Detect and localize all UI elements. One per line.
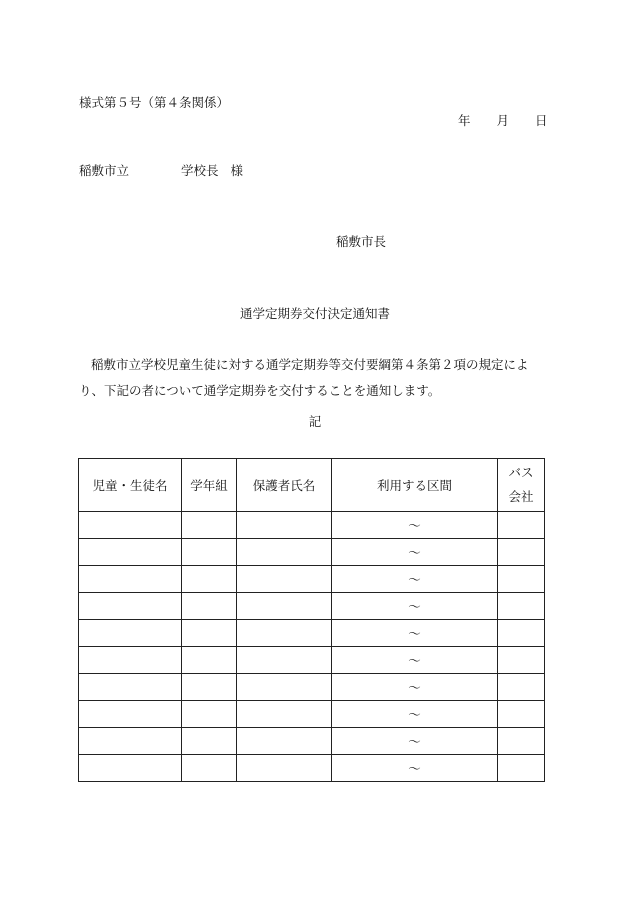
addressee [79, 163, 243, 178]
cell-section: ～ [332, 701, 498, 728]
cell-bus-company [498, 755, 545, 782]
cell-grade-class [182, 755, 237, 782]
student-table [78, 458, 545, 782]
table-row [79, 620, 545, 647]
cell-section: ～ [332, 728, 498, 755]
cell-bus-company [498, 701, 545, 728]
cell-name [79, 755, 182, 782]
header-bus-line2: 会社 [508, 489, 534, 504]
cell-bus-company [498, 620, 545, 647]
header-name: 児童・生徒名 [79, 459, 182, 512]
cell-guardian [237, 674, 332, 701]
cell-section: ～ [332, 755, 498, 782]
form-number: 様式第５号（第４条関係） [79, 95, 230, 110]
cell-grade-class [182, 674, 237, 701]
cell-bus-company [498, 593, 545, 620]
table-row [79, 539, 545, 566]
cell-section: ～ [332, 620, 498, 647]
date-line [458, 113, 548, 128]
header-guardian: 保護者氏名 [237, 459, 332, 512]
table-row [79, 512, 545, 539]
addressee-principal: 学校長 [181, 163, 219, 178]
table-row [79, 647, 545, 674]
cell-bus-company [498, 512, 545, 539]
cell-grade-class [182, 512, 237, 539]
cell-guardian [237, 620, 332, 647]
addressee-honorific: 様 [230, 163, 244, 178]
cell-guardian [237, 539, 332, 566]
cell-name [79, 512, 182, 539]
issuer: 稲敷市長 [336, 234, 387, 249]
cell-bus-company [498, 539, 545, 566]
body-text: 稲敷市立学校児童生徒に対する通学定期券等交付要綱第４条第２項の規定により、下記の者について通学定期券を交付することを通知します。 [79, 357, 529, 398]
cell-bus-company [498, 566, 545, 593]
cell-grade-class [182, 593, 237, 620]
header-grade-class: 学年組 [182, 459, 237, 512]
cell-bus-company [498, 647, 545, 674]
cell-name [79, 539, 182, 566]
cell-section: ～ [332, 512, 498, 539]
cell-section: ～ [332, 566, 498, 593]
cell-guardian [237, 647, 332, 674]
cell-guardian [237, 593, 332, 620]
cell-name [79, 620, 182, 647]
date-month: 月 [496, 113, 510, 128]
date-year: 年 [458, 113, 471, 128]
cell-guardian [237, 728, 332, 755]
cell-grade-class [182, 620, 237, 647]
cell-name [79, 566, 182, 593]
table-row [79, 593, 545, 620]
cell-name [79, 728, 182, 755]
cell-name [79, 593, 182, 620]
document-title: 通学定期券交付決定通知書 [239, 306, 390, 321]
cell-bus-company [498, 674, 545, 701]
cell-section: ～ [332, 593, 498, 620]
table-row [79, 755, 545, 782]
cell-guardian [237, 566, 332, 593]
cell-section: ～ [332, 539, 498, 566]
cell-section: ～ [332, 674, 498, 701]
table-row [79, 701, 545, 728]
table-row [79, 674, 545, 701]
header-bus-company [498, 459, 545, 512]
date-day: 日 [535, 113, 548, 128]
cell-grade-class [182, 728, 237, 755]
table-row [79, 728, 545, 755]
cell-grade-class [182, 566, 237, 593]
cell-guardian [237, 701, 332, 728]
cell-name [79, 674, 182, 701]
cell-grade-class [182, 701, 237, 728]
header-section: 利用する区間 [332, 459, 498, 512]
cell-grade-class [182, 539, 237, 566]
addressee-city: 稲敷市立 [79, 163, 130, 178]
cell-bus-company [498, 728, 545, 755]
cell-guardian [237, 755, 332, 782]
cell-grade-class [182, 647, 237, 674]
cell-name [79, 647, 182, 674]
table-header-row [79, 459, 545, 512]
header-bus-line1: バス [508, 465, 534, 480]
table-row [79, 566, 545, 593]
cell-name [79, 701, 182, 728]
ki-heading: 記 [308, 414, 322, 429]
cell-section: ～ [332, 647, 498, 674]
cell-guardian [237, 512, 332, 539]
